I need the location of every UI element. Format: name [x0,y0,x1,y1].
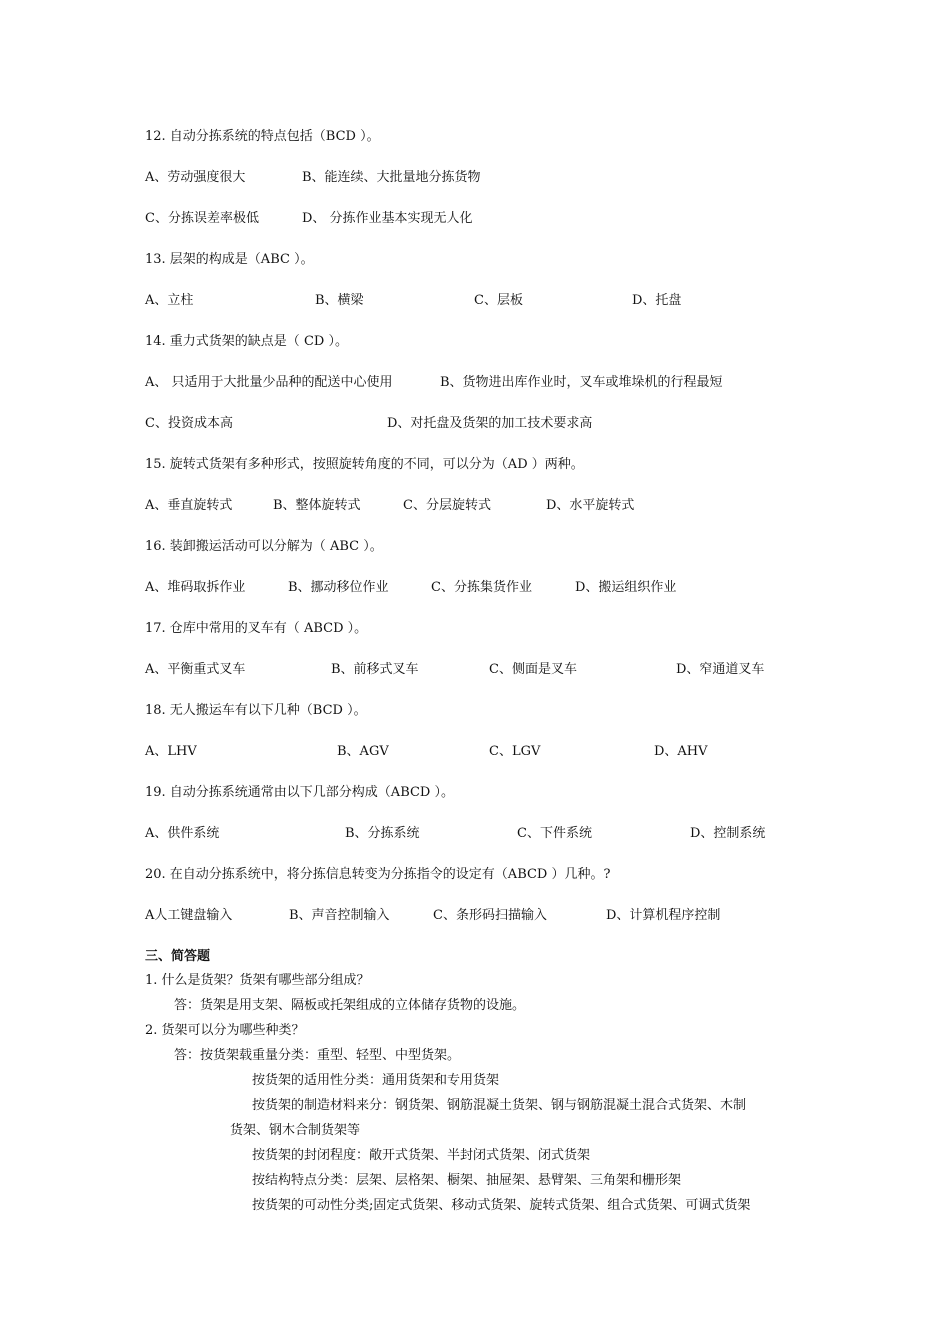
question-12-option-b: B、能连续、大批量地分拣货物 [302,170,481,185]
question-18-stem: 18. 无人搬运车有以下几种（BCD ）。 [145,703,367,718]
question-20-option-d: D、计算机程序控制 [606,908,721,923]
short-answer-answer-2: 答：按货架载重量分类：重型、轻型、中型货架。 [174,1048,461,1063]
question-17-option-b: B、前移式叉车 [331,662,419,677]
question-16-stem: 16. 装卸搬运活动可以分解为（ ABC ）。 [145,539,383,554]
question-15-option-d: D、水平旋转式 [546,498,635,513]
question-14-option-c: C、投资成本高 [145,416,233,431]
question-15-option-c: C、分层旋转式 [403,498,491,513]
question-15-option-b: B、整体旋转式 [273,498,361,513]
question-16-option-d: D、搬运组织作业 [575,580,677,595]
question-18-option-c: C、LGV [489,744,541,759]
question-14-option-d: D、对托盘及货架的加工技术要求高 [387,416,593,431]
question-15-option-a: A、垂直旋转式 [145,498,233,513]
question-13-option-a: A、立柱 [145,293,194,308]
section-title: 三、简答题 [145,949,211,964]
question-18-option-d: D、AHV [654,744,708,759]
question-19-option-c: C、下件系统 [517,826,592,841]
question-12-stem: 12. 自动分拣系统的特点包括（BCD ）。 [145,129,380,144]
question-18-option-b: B、AGV [337,744,389,759]
classification-by-material-continued: 货架、钢木合制货架等 [230,1123,361,1138]
question-19-stem: 19. 自动分拣系统通常由以下几部分构成（ABCD ）。 [145,785,454,800]
question-14-option-b: B、货物进出库作业时，叉车或堆垛机的行程最短 [440,375,723,390]
question-18-option-a: A、LHV [145,744,197,759]
classification-by-material: 按货架的制造材料来分：钢货架、钢筋混凝土货架、钢与钢筋混凝土混合式货架、木制 [252,1098,747,1113]
question-20-option-c: C、条形码扫描输入 [433,908,547,923]
short-answer-answer-1: 答：货架是用支架、隔板或托架组成的立体储存货物的设施。 [174,998,526,1013]
question-12-option-c: C、分拣误差率极低 [145,211,259,226]
question-13-option-b: B、横梁 [315,293,364,308]
classification-by-enclosure: 按货架的封闭程度：敞开式货架、半封闭式货架、闭式货架 [252,1148,591,1163]
classification-by-structure: 按结构特点分类：层架、层格架、橱架、抽屉架、悬臂架、三角架和栅形架 [252,1173,682,1188]
question-13-stem: 13. 层架的构成是（ABC ）。 [145,252,314,267]
question-15-stem: 15. 旋转式货架有多种形式，按照旋转角度的不同，可以分为（AD ）两种。 [145,457,584,472]
question-20-stem: 20. 在自动分拣系统中，将分拣信息转变为分拣指令的设定有（ABCD ）几种。? [145,867,611,882]
question-13-option-d: D、托盘 [632,293,682,308]
question-20-option-a: A人工键盘输入 [145,908,233,923]
question-19-option-d: D、控制系统 [690,826,766,841]
question-12-option-a: A、劳动强度很大 [145,170,246,185]
question-13-option-c: C、层板 [474,293,523,308]
question-12-option-d: D、 分拣作业基本实现无人化 [302,211,473,226]
question-17-option-c: C、侧面是叉车 [489,662,577,677]
short-answer-question-2: 2. 货架可以分为哪些种类？ [145,1023,305,1038]
question-16-option-b: B、挪动移位作业 [288,580,389,595]
classification-by-mobility: 按货架的可动性分类;固定式货架、移动式货架、旋转式货架、组合式货架、可调式货架 [252,1198,751,1213]
question-19-option-a: A、供件系统 [145,826,220,841]
question-16-option-a: A、堆码取拆作业 [145,580,246,595]
question-17-option-d: D、窄通道叉车 [676,662,765,677]
classification-by-applicability: 按货架的适用性分类：通用货架和专用货架 [252,1073,500,1088]
question-19-option-b: B、分拣系统 [345,826,420,841]
question-16-option-c: C、分拣集货作业 [431,580,532,595]
question-17-option-a: A、平衡重式叉车 [145,662,246,677]
question-14-option-a: A、 只适用于大批量少品种的配送中心使用 [145,375,393,390]
short-answer-question-1: 1. 什么是货架？货架有哪些部分组成？ [145,973,370,988]
question-20-option-b: B、声音控制输入 [289,908,390,923]
question-17-stem: 17. 仓库中常用的叉车有（ ABCD ）。 [145,621,368,636]
question-14-stem: 14. 重力式货架的缺点是（ CD ）。 [145,334,348,349]
